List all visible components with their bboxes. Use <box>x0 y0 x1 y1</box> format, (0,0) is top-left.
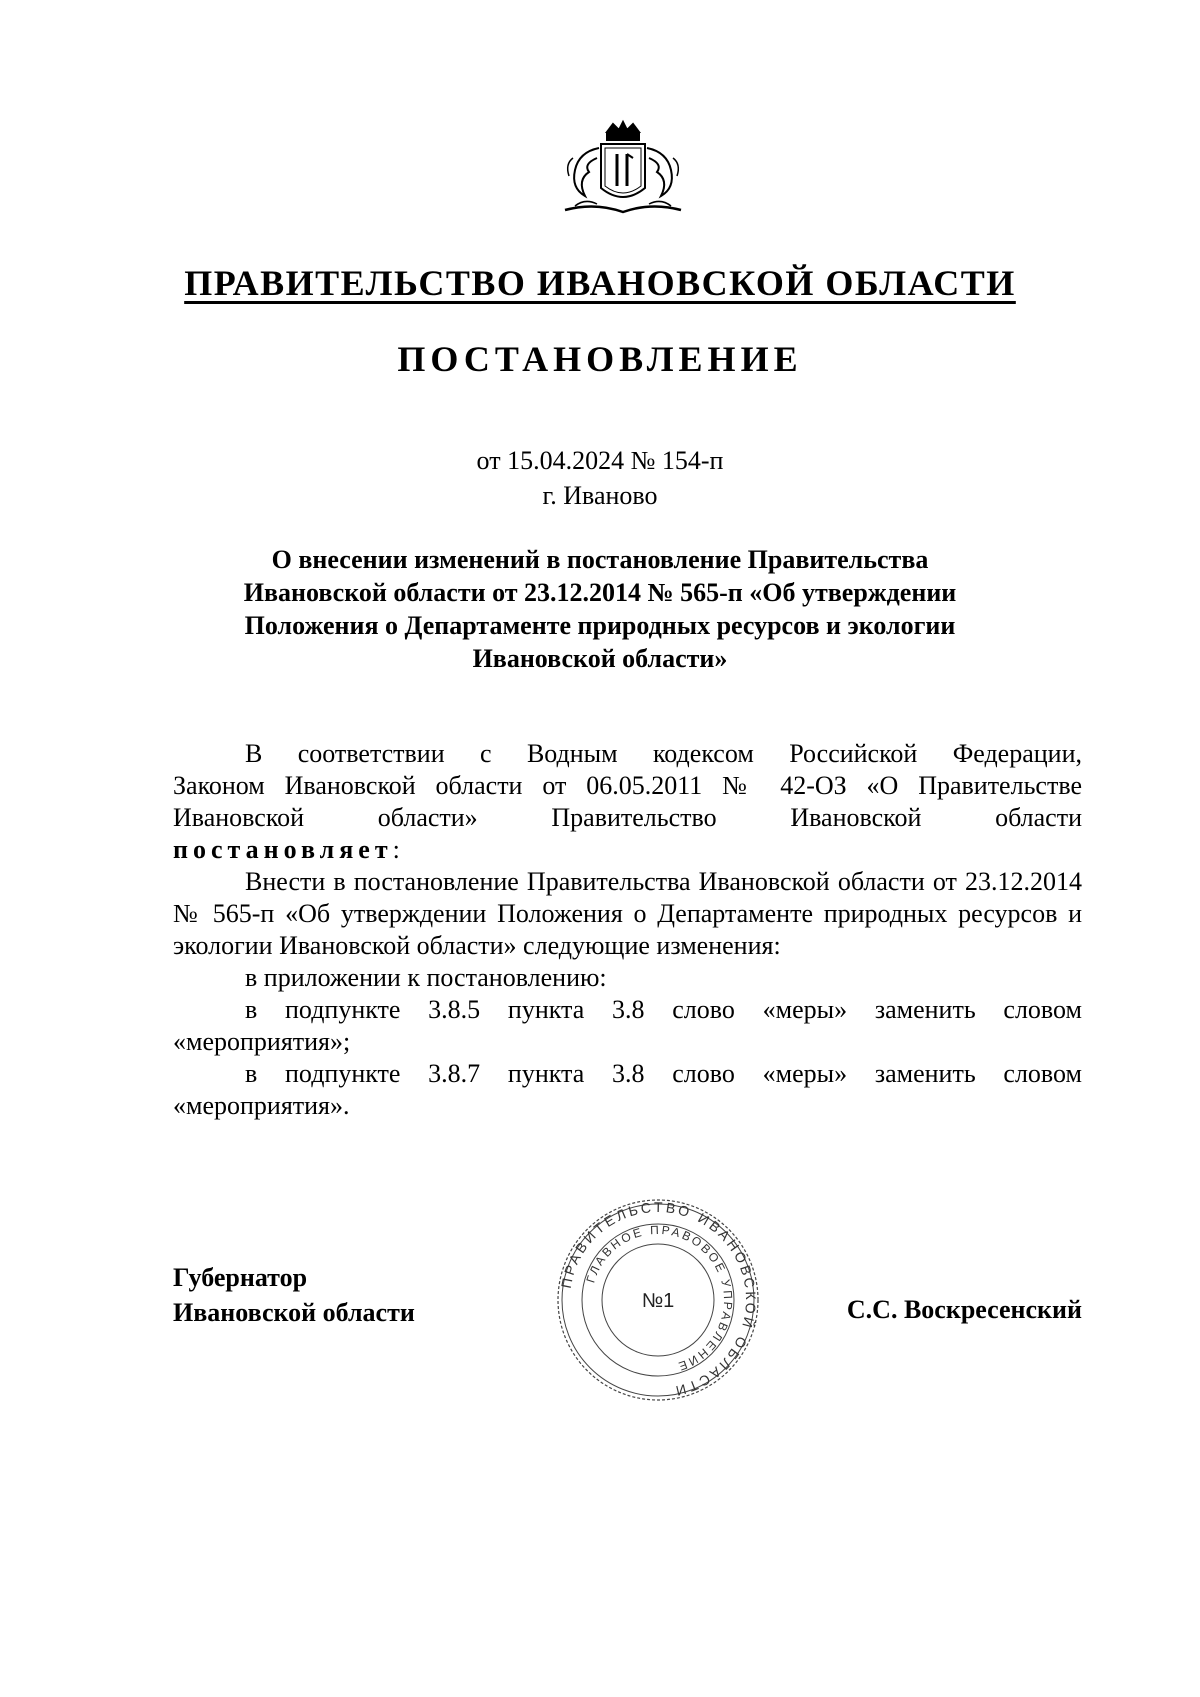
preamble-line: В соответствии с Водным кодексом Российской Федерации, <box>245 739 1082 768</box>
decree-colon: : <box>392 835 400 864</box>
coat-of-arms-emblem <box>555 118 690 228</box>
document-subject <box>170 543 1030 675</box>
signatory-position <box>173 1260 415 1330</box>
government-title: ПРАВИТЕЛЬСТВО ИВАНОВСКОЙ ОБЛАСТИ <box>184 263 1016 303</box>
signatory-name: С.С. Воскресенский <box>846 1295 1082 1324</box>
preamble-line: Законом Ивановской области от 06.05.2011 № 42-ОЗ «О Правительстве <box>173 771 1082 800</box>
official-seal-stamp <box>553 1195 763 1405</box>
amendment-item: в подпункте 3.8.5 пункта 3.8 слово «меры» заменить словом «мероприятия»; <box>173 995 1082 1056</box>
subject-line: Положения о Департаменте природных ресурсов и экологии <box>244 611 956 640</box>
amendment-item: в подпункте 3.8.7 пункта 3.8 слово «меры» заменить словом «мероприятия». <box>173 1059 1082 1120</box>
signatory-position-line: Ивановской области <box>173 1298 415 1327</box>
document-body <box>173 738 1082 1122</box>
appendix-paragraph: в приложении к постановлению: <box>245 963 607 992</box>
preamble-line: Ивановской области» Правительство Ивановской области <box>173 803 1082 832</box>
decree-word: постановляет <box>173 835 393 864</box>
signatory-position-line: Губернатор <box>173 1263 308 1292</box>
stamp-outer-text: ПРАВИТЕЛЬСТВО ИВАНОВСКОЙ ОБЛАСТИ <box>557 1198 760 1400</box>
document-city: г. Иваново <box>542 481 658 510</box>
subject-line: Ивановской области от 23.12.2014 № 565-п «Об утверждении <box>243 578 957 607</box>
subject-line: Ивановской области» <box>472 644 728 673</box>
document-number-date: от 15.04.2024 № 154-п <box>476 446 724 475</box>
stamp-inner-text: ГЛАВНОЕ ПРАВОВОЕ УПРАВЛЕНИЕ <box>583 1222 736 1375</box>
subject-line: О внесении изменений в постановление Правительства <box>271 545 929 574</box>
document-type-title: ПОСТАНОВЛЕНИЕ <box>397 339 803 379</box>
decree-line <box>173 834 1082 866</box>
resolution-paragraph: Внести в постановление Правительства Ивановской области от 23.12.2014 № 565-п «Об утверждении Положения о Департаменте природных ресурсов и экологии Ивановской области» следующие изменения: <box>173 867 1082 960</box>
stamp-number: №1 <box>641 1290 675 1312</box>
